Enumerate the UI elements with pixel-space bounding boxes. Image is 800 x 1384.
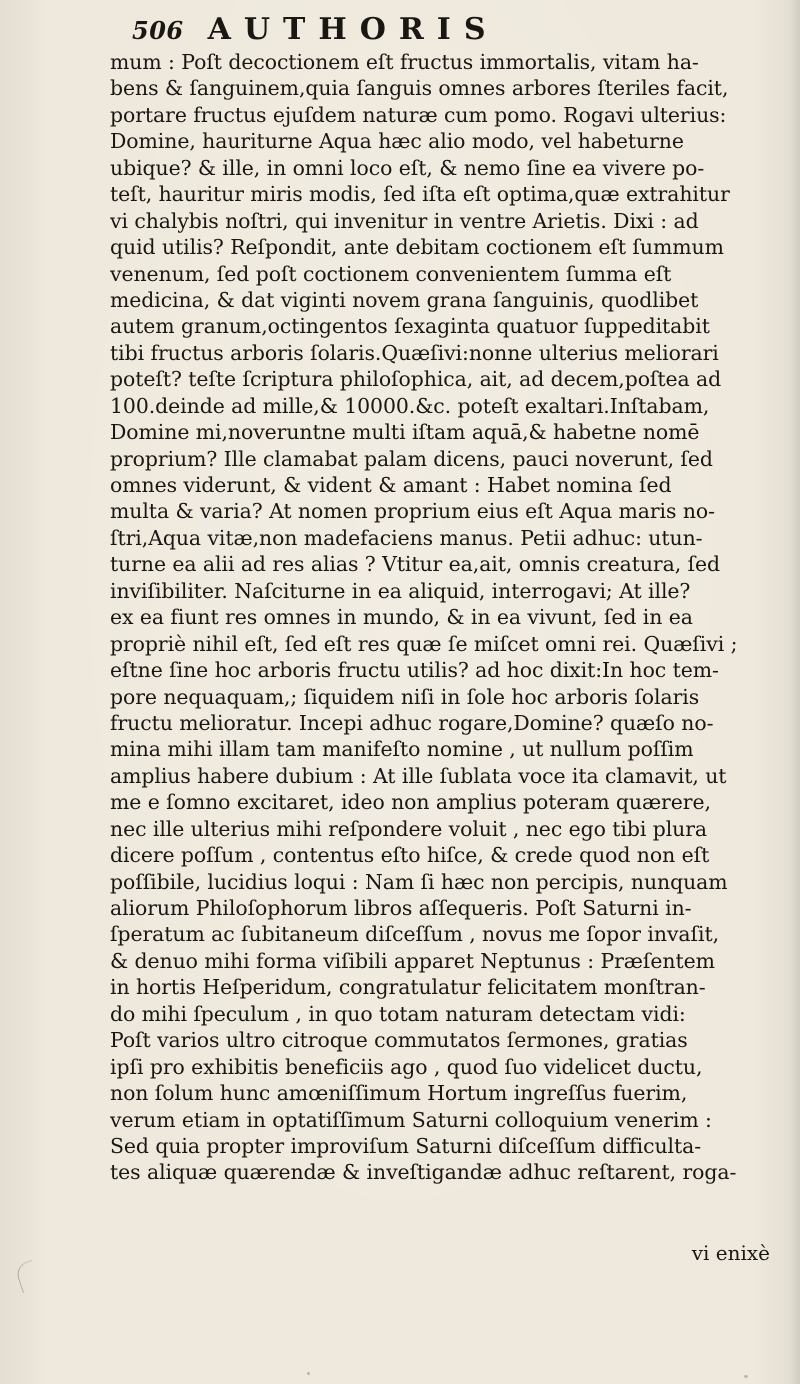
ink-speck [307,1372,310,1375]
text-line: ex ea fiunt res omnes in mundo, & in ea vivunt, ſed in ea [110,605,693,630]
text-line: aliorum Philoſophorum libros aſſequeris. Poſt Saturni in- [110,896,692,920]
text-line: venenum, ſed poſt coctionem convenientem ſumma eſt [110,261,672,286]
text-line: dicere poſſum , contentus eſto hiſce, & crede quod non eſt [110,843,710,868]
page-fold-shadow [790,0,800,1384]
text-line: & denuo mihi forma viſibili apparet Neptunus : Præſentem [110,948,715,973]
ink-speck [744,1375,748,1378]
text-line: do mihi ſpeculum , in quo totam naturam detectam vidi: [110,1001,686,1026]
text-line: mum : Poſt decoctionem eſt fructus immortalis, vitam ha- [110,50,699,74]
main-text [110,49,774,1186]
catchword: vi enixè [691,1241,770,1265]
text-line: Domine, hauriturne Aqua hæc alio modo, vel habeturne [110,129,684,154]
text-line: turne ea alii ad res alias ? Vtitur ea,ait, omnis creatura, ſed [110,552,721,577]
text-line: portare fructus ejuſdem naturæ cum pomo. Rogavi ulterius: [110,102,727,127]
text-line: tibi fructus arboris ſolaris.Quæſivi:nonne ulterius meliorari [110,340,719,365]
text-line: medicina, & dat viginti novem grana ſanguinis, quodlibet [110,287,699,312]
text-line: ubique? & ille, in omni loco eſt, & nemo ſine ea vivere po- [110,155,705,180]
text-line: fructu melioratur. Incepi adhuc rogare,Domine? quæſo no- [110,710,714,735]
text-line: teſt, hauritur miris modis, ſed iſta eſt optima,quæ extrahitur [110,182,730,207]
text-line: tes aliquæ quærendæ & inveſtigandæ adhuc reſtarent, roga- [110,1160,737,1185]
page-header [132,12,772,48]
text-line: Poſt varios ultro citroque commutatos ſermones, gratias [110,1028,688,1053]
page-number: 506 [132,15,184,45]
text-line: omnes viderunt, & vident & amant : Habet nomina ſed [110,473,672,497]
text-line: inviſibiliter. Naſciturne in ea aliquid, interrogavi; At ille? [110,578,691,603]
text-line: quid utilis? Reſpondit, ante debitam coctionem eſt ſummum [110,235,724,260]
margin-ink-mark [14,1260,41,1293]
text-line: vi chalybis noſtri, qui invenitur in ventre Arietis. Dixi : ad [110,208,699,233]
text-line: mina mihi illam tam manifeſto nomine , ut nullum poſſim [110,737,694,762]
text-line: ſperatum ac ſubitaneum diſceſſum , novus me ſopor invaſit, [110,922,720,947]
text-line: poſſibile, lucidius loqui : Nam ſi hæc non percipis, nunquam [110,869,728,894]
text-line: 100.deinde ad mille,& 10000.&c. poteſt exaltari.Inſtabam, [110,393,710,418]
text-line: proprium? Ille clamabat palam dicens, pauci noverunt, ſed [110,446,713,471]
text-line: poteſt? teſte ſcriptura philoſophica, ait, ad decem,poſtea ad [110,367,722,392]
text-line: me e ſomno excitaret, ideo non amplius poteram quærere, [110,790,711,815]
text-line: propriè nihil eſt, ſed eſt res quæ ſe miſcet omni rei. Quæſivi ; [110,631,738,656]
text-line: ſtri,Aqua vitæ,non madefaciens manus. Petii adhuc: utun- [110,525,703,550]
text-line: multa & varia? At nomen proprium eius eſt Aqua maris no- [110,499,715,524]
text-line: Domine mi,noveruntne multi iſtam aquā,& habetne nomē [110,420,700,445]
text-line: Sed quia propter improviſum Saturni diſceſſum difficulta- [110,1133,702,1158]
text-line: pore nequaquam,; ſiquidem niſi in ſole hoc arboris ſolaris [110,684,700,709]
text-line: autem granum,octingentos ſexaginta quatuor ſuppeditabit [110,314,710,339]
text-line: bens & ſanguinem,quia ſanguis omnes arbores ſteriles facit, [110,76,729,101]
text-line: verum etiam in optatiſſimum Saturni colloquium venerim : [110,1107,712,1132]
text-line: ipſi pro exhibitis beneficiis ago , quod ſuo videlicet ductu, [110,1054,703,1079]
text-line: nec ille ulterius mihi reſpondere voluit , nec ego tibi plura [110,816,708,841]
text-line: in hortis Heſperidum, congratulatur felicitatem monſtran- [110,975,706,1000]
running-head: AUTHORIS [207,12,499,47]
text-line: eſtne ſine hoc arboris fructu utilis? ad hoc dixit:In hoc tem- [110,658,719,683]
text-line: amplius habere dubium : At ille ſublata voce ita clamavit, ut [110,763,727,788]
text-line: non ſolum hunc amœniſſimum Hortum ingreſſus fuerim, [110,1081,688,1106]
